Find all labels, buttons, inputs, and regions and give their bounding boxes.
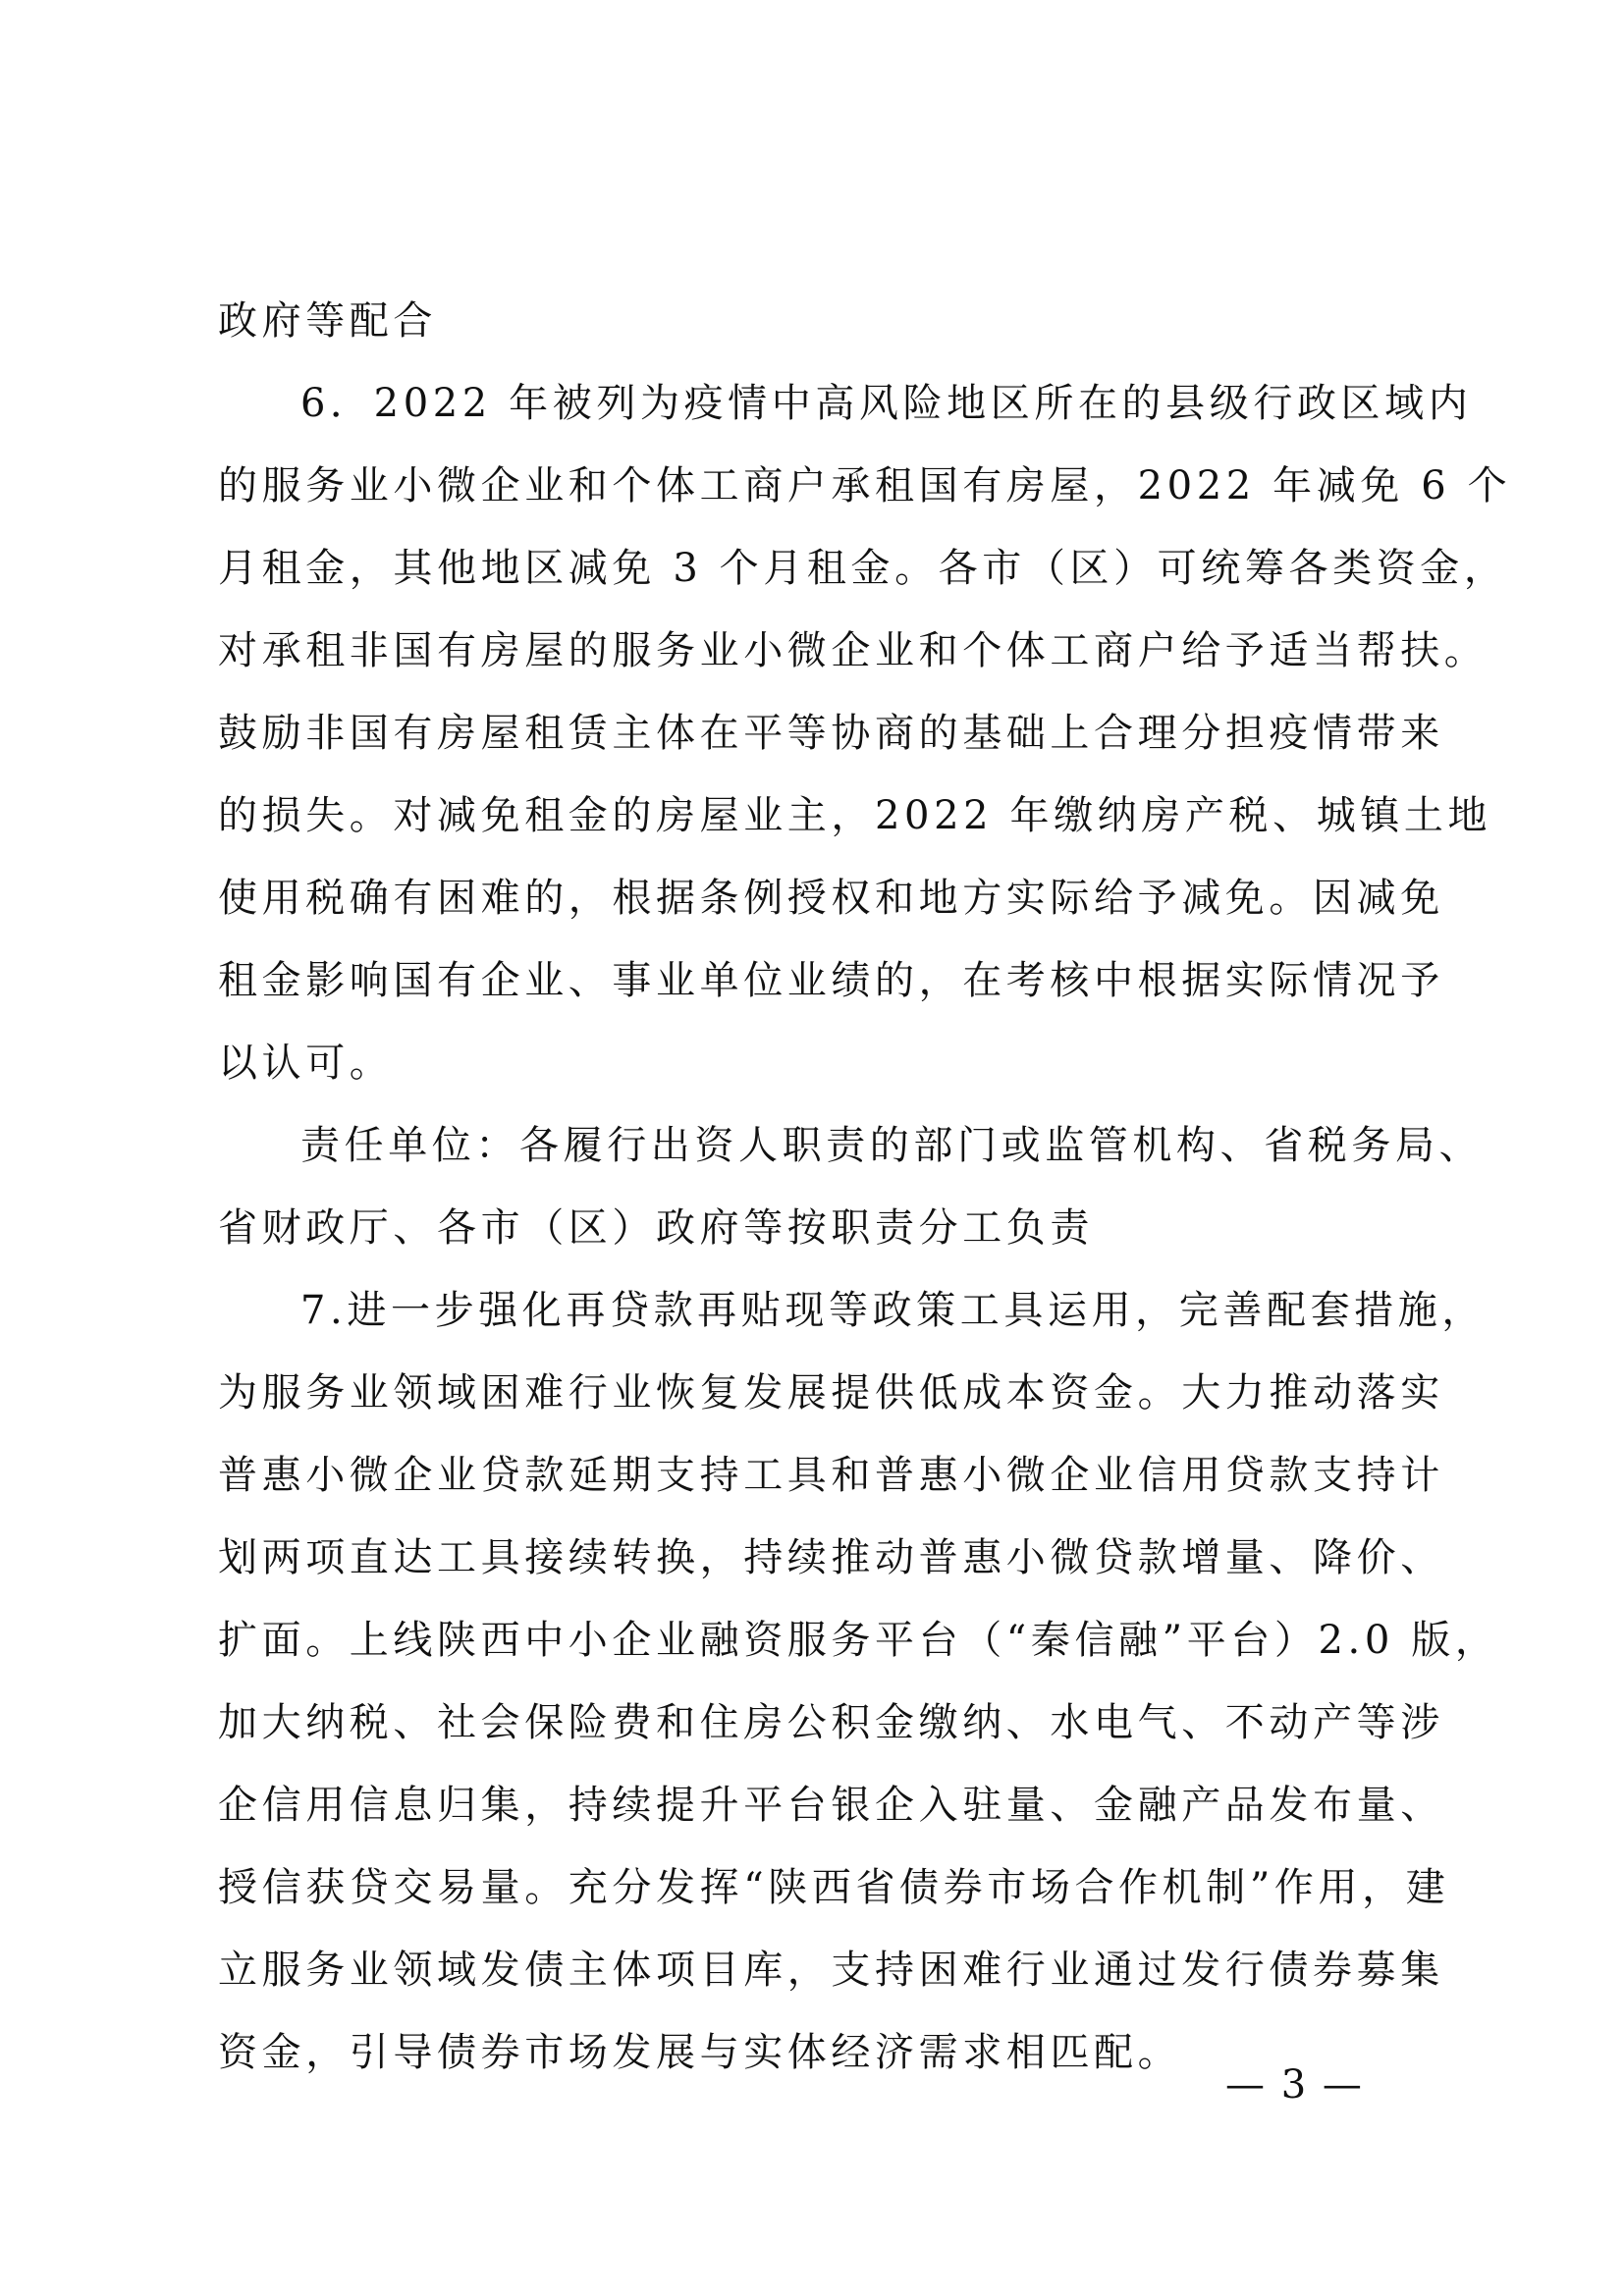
text-line-20: 授信获贷交易量。充分发挥“陕西省债券市场合作机制”作用，建	[218, 1865, 1450, 1910]
text-line-6: 鼓励非国有房屋租赁主体在平等协商的基础上合理分担疫情带来	[218, 711, 1444, 756]
text-line-22: 资金，引导债券市场发展与实体经济需求相匹配。	[218, 2030, 1182, 2075]
text-line-17: 扩面。上线陕西中小企业融资服务平台（“秦信融”平台）2.0 版，	[218, 1618, 1499, 1663]
text-line-18: 加大纳税、社会保险费和住房公积金缴纳、水电气、不动产等涉	[218, 1700, 1444, 1745]
page-number: — 3 —	[1225, 2062, 1364, 2108]
text-line-10: 以认可。	[218, 1041, 394, 1086]
text-line-2: 6．2022 年被列为疫情中高风险地区所在的县级行政区域内	[300, 381, 1473, 426]
text-line-12: 省财政厅、各市（区）政府等按职责分工负责	[218, 1205, 1094, 1251]
text-line-19: 企信用信息归集，持续提升平台银企入驻量、金融产品发布量、	[218, 1783, 1444, 1828]
text-line-8: 使用税确有困难的，根据条例授权和地方实际给予减免。因减免	[218, 876, 1444, 921]
text-line-1: 政府等配合	[218, 298, 437, 344]
text-line-21: 立服务业领域发债主体项目库，支持困难行业通过发行债券募集	[218, 1948, 1444, 1993]
text-line-3: 的服务业小微企业和个体工商户承租国有房屋，2022 年减免 6 个	[218, 463, 1512, 508]
text-line-15: 普惠小微企业贷款延期支持工具和普惠小微企业信用贷款支持计	[218, 1453, 1444, 1498]
text-line-16: 划两项直达工具接续转换，持续推动普惠小微贷款增量、降价、	[218, 1535, 1444, 1580]
text-line-5: 对承租非国有房屋的服务业小微企业和个体工商户给予适当帮扶。	[218, 628, 1489, 673]
text-line-14: 为服务业领域困难行业恢复发展提供低成本资金。大力推动落实	[218, 1370, 1444, 1415]
text-line-13: 7.进一步强化再贷款再贴现等政策工具运用，完善配套措施，	[300, 1288, 1486, 1333]
text-line-9: 租金影响国有企业、事业单位业绩的，在考核中根据实际情况予	[218, 958, 1444, 1003]
text-line-4: 月租金，其他地区减免 3 个月租金。各市（区）可统筹各类资金，	[218, 546, 1508, 591]
text-line-11: 责任单位：各履行出资人职责的部门或监管机构、省税务局、	[300, 1123, 1484, 1168]
text-line-7: 的损失。对减免租金的房屋业主，2022 年缴纳房产税、城镇土地	[218, 793, 1492, 838]
